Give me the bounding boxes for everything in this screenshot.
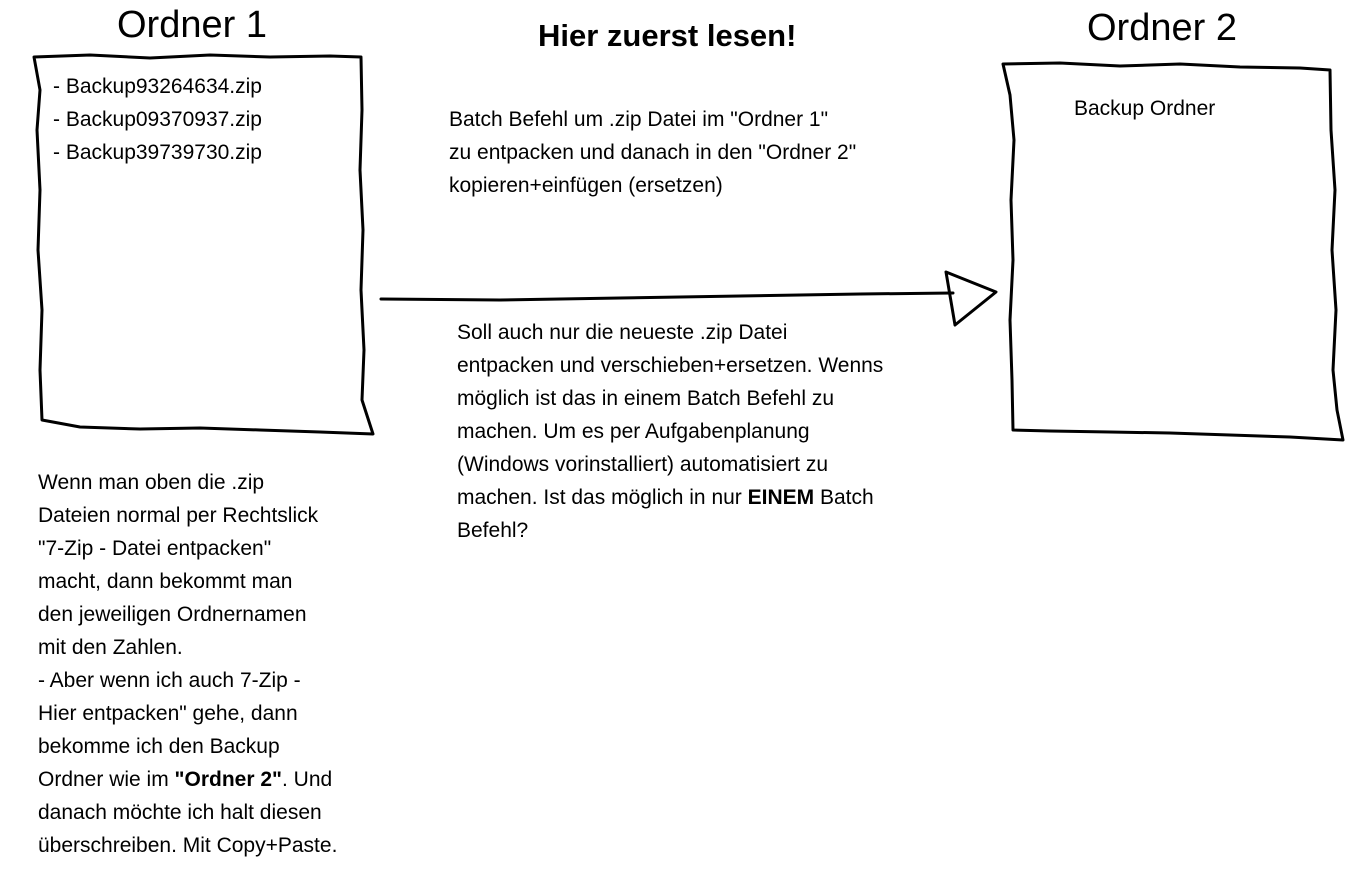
emphasis-text: EINEM — [747, 486, 815, 509]
note-line: mit den Zahlen. — [38, 636, 183, 659]
instruction-line: kopieren+einfügen (ersetzen) — [449, 174, 723, 197]
page-heading: Hier zuerst lesen! — [538, 18, 797, 53]
left-note — [38, 466, 337, 862]
folder-1-file-list — [53, 70, 262, 169]
note-line: - Aber wenn ich auch 7-Zip - — [38, 669, 301, 692]
note-line: "7-Zip - Datei entpacken" — [38, 537, 272, 560]
note-text: machen. Ist das möglich in nur — [457, 486, 748, 509]
note-line: überschreiben. Mit Copy+Paste. — [38, 834, 338, 857]
folder-2-content[interactable]: Backup Ordner — [1074, 97, 1216, 120]
note-line: (Windows vorinstalliert) automatisiert zu — [457, 453, 829, 476]
file-item[interactable]: - Backup39739730.zip — [53, 141, 262, 164]
note-text: Ordner wie im — [38, 768, 175, 791]
note-line: Soll auch nur die neueste .zip Datei — [457, 321, 788, 344]
middle-note — [457, 316, 883, 547]
file-item[interactable]: - Backup09370937.zip — [53, 108, 262, 131]
note-line — [457, 481, 883, 514]
note-text: . Und — [281, 768, 333, 791]
note-line: Dateien normal per Rechtslick — [38, 504, 319, 527]
note-line: Befehl? — [457, 519, 529, 542]
arrow-head-icon — [946, 272, 996, 325]
arrow-shaft — [381, 293, 953, 300]
folder-2-title: Ordner 2 — [1087, 7, 1237, 49]
note-line: Wenn man oben die .zip — [38, 471, 265, 494]
note-line — [38, 763, 337, 796]
note-text: Batch — [814, 486, 874, 509]
note-line: entpacken und verschieben+ersetzen. Wenns — [457, 354, 884, 377]
note-line: macht, dann bekommt man — [38, 570, 293, 593]
note-line: danach möchte ich halt diesen — [38, 801, 322, 824]
note-line: bekomme ich den Backup — [38, 735, 280, 758]
note-line: machen. Um es per Aufgabenplanung — [457, 420, 810, 443]
instruction-text — [449, 103, 856, 202]
note-line: Hier entpacken" gehe, dann — [38, 702, 298, 725]
emphasis-text: "Ordner 2" — [174, 768, 282, 791]
note-line: möglich ist das in einem Batch Befehl zu — [457, 387, 835, 410]
folder-1-title: Ordner 1 — [117, 4, 267, 46]
instruction-line: Batch Befehl um .zip Datei im "Ordner 1" — [449, 108, 829, 131]
note-line: den jeweiligen Ordnernamen — [38, 603, 307, 626]
instruction-line: zu entpacken und danach in den "Ordner 2" — [449, 141, 857, 164]
file-item[interactable]: - Backup93264634.zip — [53, 75, 262, 98]
